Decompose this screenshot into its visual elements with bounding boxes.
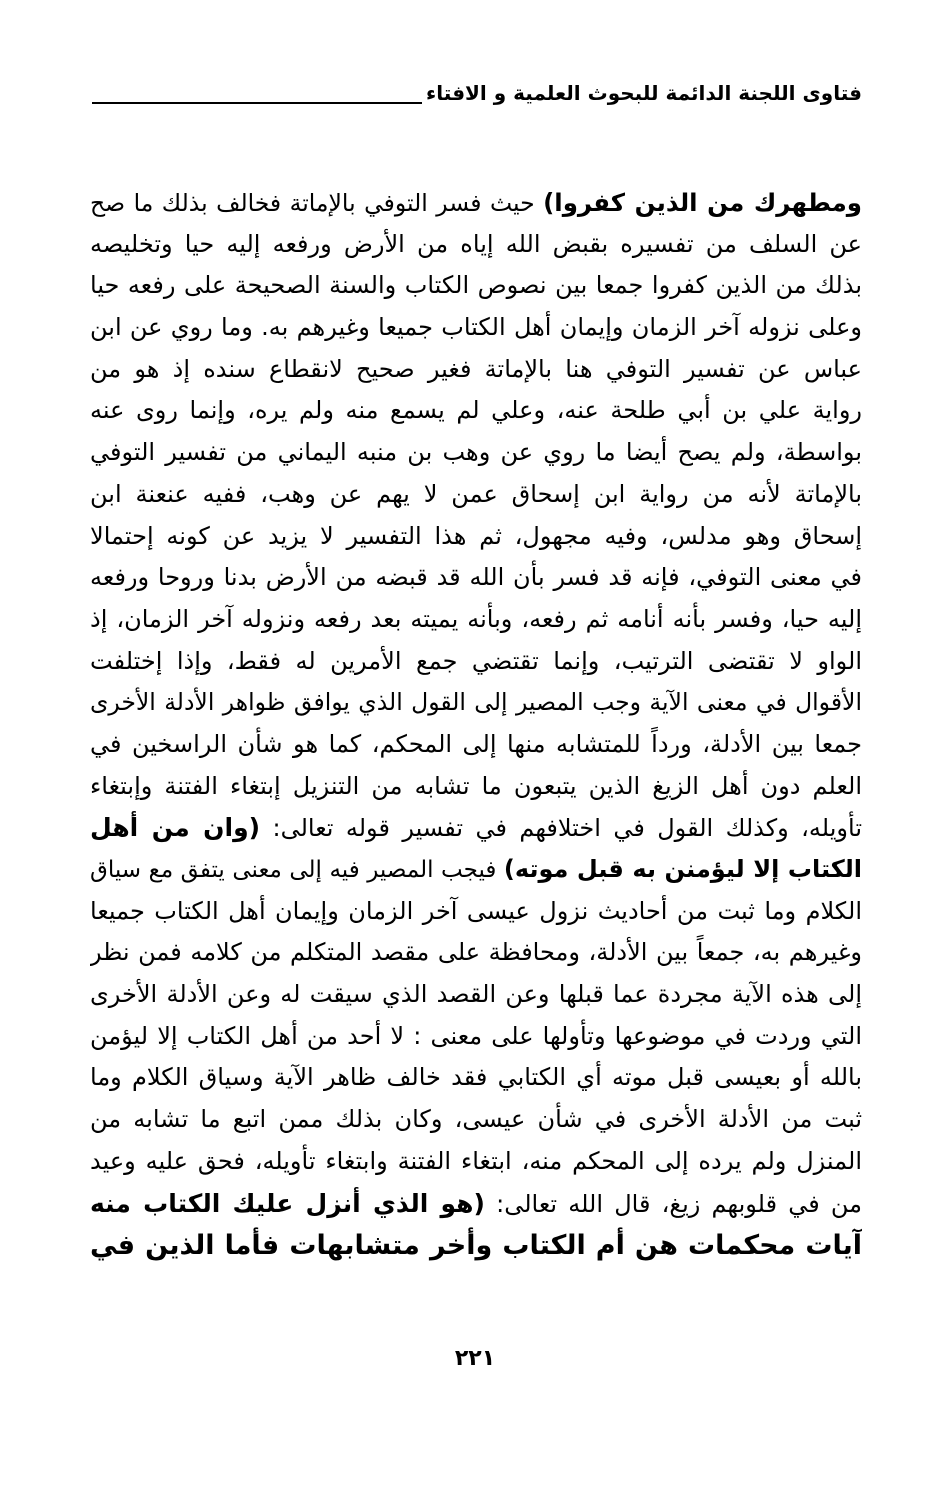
text-run: الكلام وما ثبت من أحاديث نزول عيسى آخر الزمان وإيمان أهل الكتاب جميعا [90, 896, 862, 925]
text-run: إلى هذه الآية مجردة عما قبلها وعن القصد الذي سيقت له وعن الأدلة الأخرى [90, 980, 862, 1009]
text-run: بذلك من الذين كفروا جمعا بين نصوص الكتاب والسنة الصحيحة على رفعه حيا [90, 271, 862, 300]
text-run: من في قلوبهم زيغ، قال الله تعالى: [484, 1189, 862, 1218]
text-line [90, 1183, 862, 1225]
text-line [90, 849, 862, 891]
text-run: وغيرهم به، جمعاً بين الأدلة، ومحافظة على مقصد المتكلم من كلامه فمن نظر [90, 938, 862, 967]
text-line [90, 807, 862, 849]
text-run: عباس عن تفسير التوفي هنا بالإماتة فغير صحيح لانقطاع سنده إذ هو من [90, 354, 862, 383]
text-line [90, 516, 862, 558]
text-run: الواو لا تقتضى الترتيب، وإنما تقتضي جمع الأمرين له فقط، وإذا إختلفت [90, 646, 862, 675]
text-line [90, 432, 862, 474]
quran-quote: (هو الذي أنزل عليك الكتاب منه [90, 1188, 485, 1218]
text-run: رواية علي بن أبي طلحة عنه، وعلي لم يسمع منه ولم يره، وإنما روى عنه [90, 396, 862, 425]
text-line [90, 974, 862, 1016]
quran-quote: الكتاب إلا ليؤمنن به قبل موته) [503, 855, 862, 883]
text-line [90, 474, 862, 516]
text-run: العلم دون أهل الزيغ الذين يتبعون ما تشابه من التنزيل إبتغاء الفتنة وإبتغاء [90, 771, 862, 800]
text-run: فيجب المصير فيه إلى معنى يتفق مع سياق [90, 857, 504, 883]
running-header [92, 78, 862, 114]
text-line [90, 1141, 862, 1183]
running-title: فتاوى اللجنة الدائمة للبحوث العلمية و الافتاء [422, 78, 862, 108]
text-run: بالله أو بعيسى قبل موته أي الكتابي فقد خالف ظاهر الآية وسياق الكلام وما [90, 1063, 862, 1092]
text-run: تأويله، وكذلك القول في اختلافهم في تفسير قوله تعالى: [260, 814, 862, 843]
text-run: جمعا بين الأدلة، ورداً للمتشابه منها إلى المحكم، كما هو شأن الراسخين في [90, 729, 862, 758]
text-run: في معنى التوفي، فإنه قد فسر بأن الله قد قبضه من الأرض بدنا وروحا ورفعه [90, 563, 862, 592]
text-line [90, 349, 862, 391]
quran-quote: آيات محكمات هن أم الكتاب وأخر متشابهات فأما الذين في [90, 1230, 862, 1262]
text-line [90, 724, 862, 766]
text-run: المنزل ولم يرده إلى المحكم منه، ابتغاء الفتنة وابتغاء تأويله، فحق عليه وعيد [90, 1146, 862, 1175]
text-line [90, 390, 862, 432]
text-line [90, 891, 862, 933]
text-line [90, 766, 862, 808]
text-run: إليه حيا، وفسر بأنه أنامه ثم رفعه، وبأنه يميته بعد رفعه ونزوله آخر الزمان، إذ [90, 604, 862, 633]
text-run: عن السلف من تفسيره بقبض الله إياه من الأرض ورفعه إليه حيا وتخليصه [90, 229, 862, 258]
text-run: الأقوال في معنى الآية وجب المصير إلى القول الذي يوافق ظواهر الأدلة الأخرى [90, 688, 862, 717]
text-line [90, 1057, 862, 1099]
quran-quote: (وان من أهل [90, 813, 261, 843]
text-line [90, 557, 862, 599]
text-run: وعلى نزوله آخر الزمان وإيمان أهل الكتاب جميعا وغيرهم به. وما روي عن ابن [90, 313, 862, 342]
text-line [90, 265, 862, 307]
text-line [90, 1224, 862, 1268]
page-number: ٢٢١ [454, 1346, 496, 1371]
text-line [90, 1099, 862, 1141]
text-line [90, 182, 862, 224]
text-run: إسحاق وهو مدلس، وفيه مجهول، ثم هذا التفسير لا يزيد عن كونه إحتمالا [90, 521, 862, 550]
text-run: بواسطة، ولم يصح أيضا ما روي عن وهب بن منبه اليماني من تفسير التوفي [90, 438, 862, 467]
text-line [90, 599, 862, 641]
text-line [90, 1016, 862, 1058]
text-run: بالإماتة لأنه من رواية ابن إسحاق عمن لا يهم عن وهب، ففيه عنعنة ابن [90, 479, 862, 508]
text-run: التي وردت في موضوعها وتأولها على معنى : لا أحد من أهل الكتاب إلا ليؤمن [90, 1021, 862, 1050]
text-line [90, 682, 862, 724]
text-line [90, 932, 862, 974]
text-run: حيث فسر التوفي بالإماتة فخالف بذلك ما صح [90, 189, 544, 217]
text-line [90, 641, 862, 683]
text-run: ثبت من الأدلة الأخرى في شأن عيسى، وكان بذلك ممن اتبع ما تشابه من [90, 1105, 862, 1134]
quran-quote: ومطهرك من الذين كفروا) [543, 188, 862, 217]
text-line [90, 307, 862, 349]
text-line [90, 224, 862, 266]
body-text [90, 182, 862, 1268]
